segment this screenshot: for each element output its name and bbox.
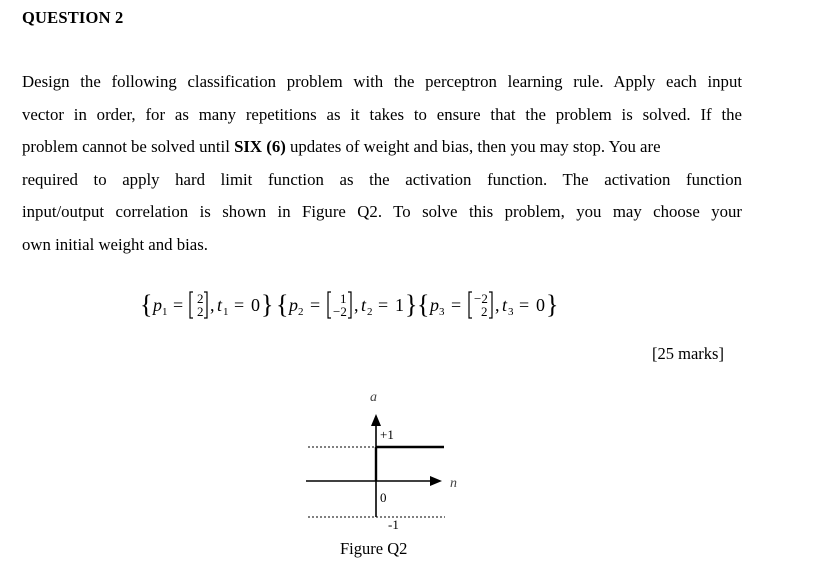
t2-sub: 2 [367, 306, 373, 318]
p2-eq: = [310, 295, 321, 315]
bold-update-count: SIX (6) [234, 137, 286, 157]
p2-right-bracket [348, 292, 351, 318]
paragraph-line-1: Design the following classification problem with the perceptron learning rule. Apply each input [22, 72, 742, 91]
paragraph-line-3-end: updates of weight and bias, then you may stop. You are [285, 137, 661, 157]
p3-vec-top: −2 [474, 291, 488, 306]
figure-caption: Figure Q2 [340, 539, 408, 558]
y-axis-label: a [370, 390, 377, 405]
open-brace-2: { [276, 290, 289, 319]
p2-left-bracket [328, 292, 331, 318]
close-brace-3: } [546, 290, 559, 319]
p3-comma: , [495, 295, 500, 315]
paragraph-line-3 [22, 131, 742, 164]
p1-eq: = [173, 295, 184, 315]
open-brace-1: { [140, 290, 153, 319]
t2-eq: = [378, 295, 389, 315]
p1-right-bracket [204, 292, 207, 318]
close-brace-2: } [405, 290, 418, 319]
question-heading: QUESTION 2 [22, 8, 124, 27]
paragraph-line-4: required to apply hard limit function as the activation function. The activation function [22, 169, 742, 189]
p1-comma: , [210, 295, 215, 315]
question-paragraph [22, 66, 742, 262]
open-brace-3: { [417, 290, 430, 319]
p3-label: p [430, 295, 439, 315]
p1-vec-bottom: 2 [197, 304, 204, 319]
p2-sub: 2 [298, 306, 304, 318]
x-axis-arrow [430, 476, 442, 486]
plus-one-label: +1 [380, 427, 394, 442]
close-brace-1: } [261, 290, 274, 319]
p3-right-bracket [489, 292, 492, 318]
p3-left-bracket [469, 292, 472, 318]
t1-eq: = [234, 295, 245, 315]
minus-one-label: -1 [388, 517, 399, 532]
t3-eq: = [519, 295, 530, 315]
paragraph-line-2: vector in order, for as many repetitions as it takes to ensure that the problem is solved. If the [22, 104, 742, 124]
p1-label: p [153, 295, 162, 315]
t2-label: t [361, 295, 367, 315]
t1-sub: 1 [223, 306, 229, 318]
paragraph-line-3-start: problem cannot be solved until [22, 137, 235, 157]
p1-sub: 1 [162, 306, 168, 318]
p2-comma: , [354, 295, 359, 315]
p3-eq: = [451, 295, 462, 315]
p3-sub: 3 [439, 306, 445, 318]
p2-label: p [289, 295, 298, 315]
t3-value: 0 [536, 295, 545, 315]
zero-label: 0 [380, 490, 387, 505]
p2-vec-top: 1 [340, 291, 347, 306]
t3-sub: 3 [508, 306, 514, 318]
t3-label: t [502, 295, 508, 315]
hardlim-figure [300, 380, 470, 540]
p3-vec-bottom: 2 [481, 304, 488, 319]
p1-left-bracket [190, 292, 193, 318]
paragraph-line-5: input/output correlation is shown in Figure Q2. To solve this problem, you may choose your [22, 202, 742, 222]
p1-vec-top: 2 [197, 291, 204, 306]
paragraph-line-6: own initial weight and bias. [22, 234, 208, 254]
t1-value: 0 [251, 295, 260, 315]
p2-vec-bottom: −2 [333, 304, 347, 319]
t2-value: 1 [395, 295, 404, 315]
marks-label: [25 marks] [652, 344, 724, 363]
x-axis-label: n [450, 476, 457, 491]
t1-label: t [217, 295, 223, 315]
y-axis-arrow [371, 414, 381, 426]
training-set-equation [140, 284, 640, 328]
